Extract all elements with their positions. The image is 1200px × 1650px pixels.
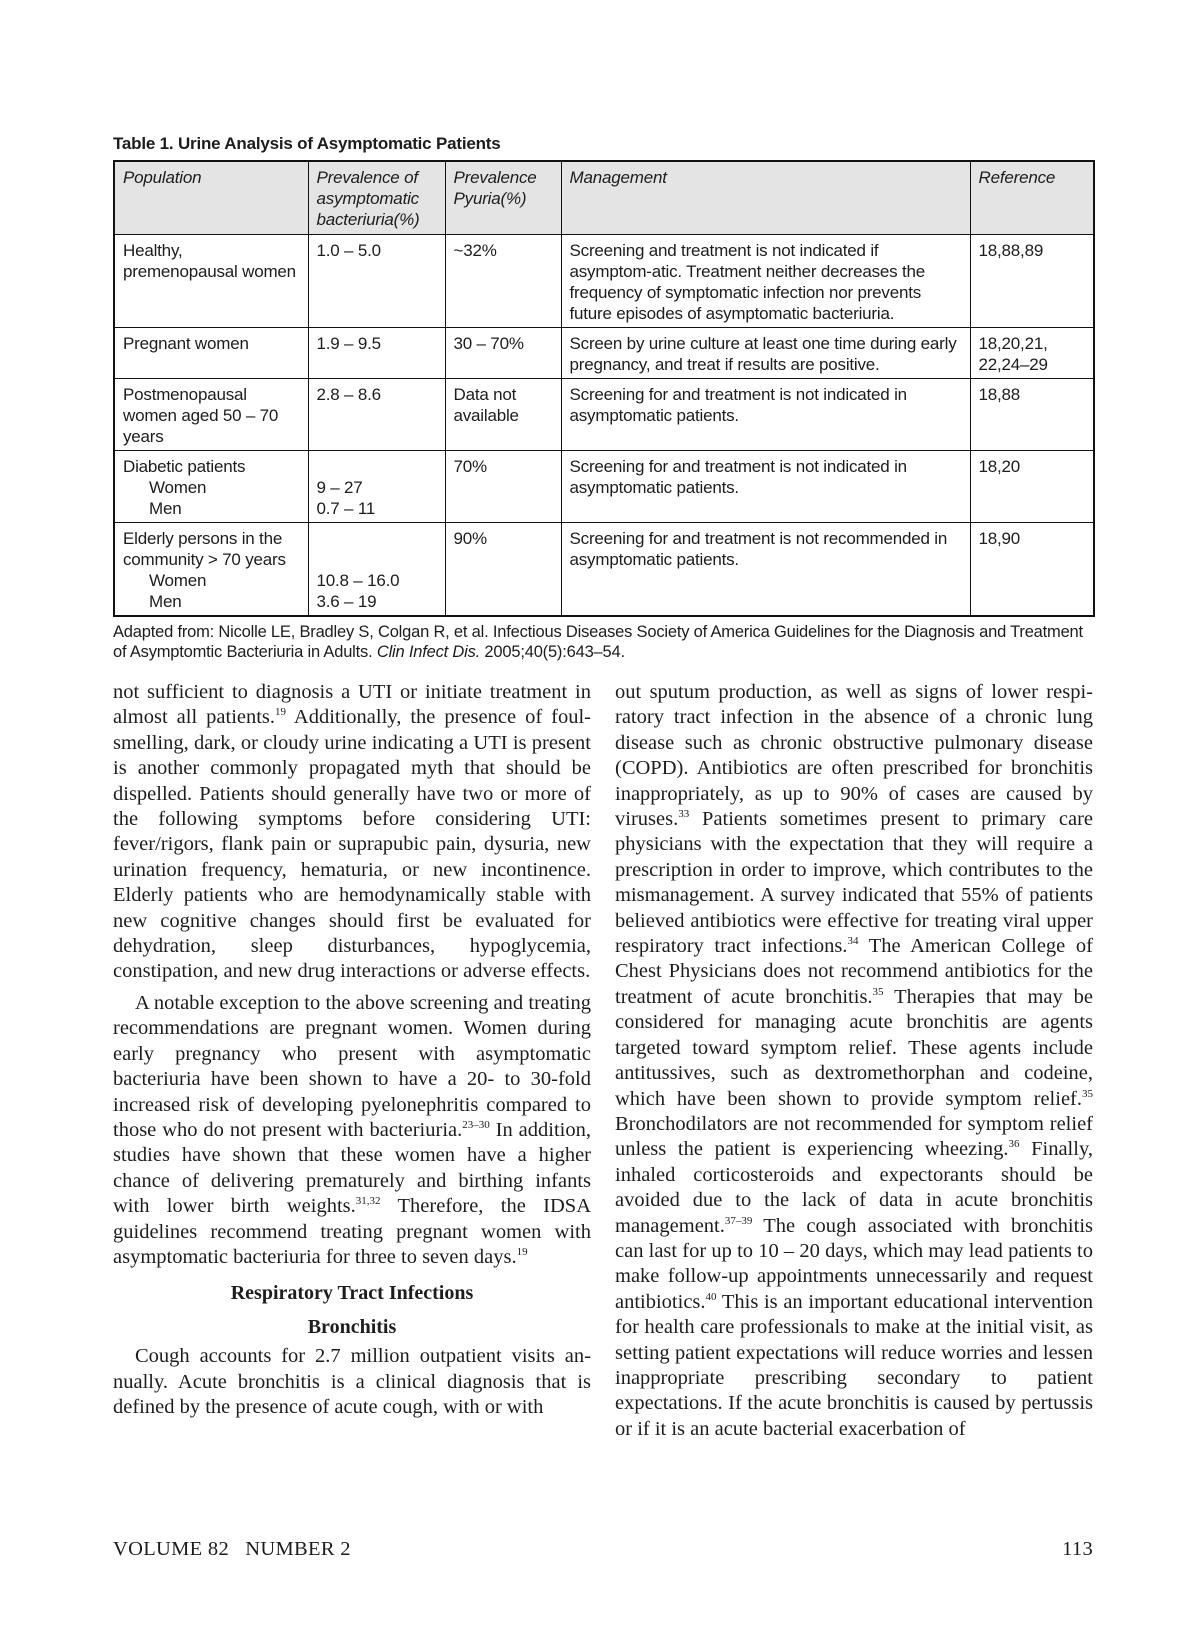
bacteriuria-women: 9 – 27 bbox=[316, 478, 363, 497]
cell-management: Screening for and treatment is not indicated in asymptomatic patients. bbox=[561, 379, 970, 451]
cell-population: Pregnant women bbox=[114, 328, 308, 379]
table-row bbox=[114, 523, 1094, 617]
bacteriuria-women: 10.8 – 16.0 bbox=[316, 571, 400, 590]
cell-reference: 18,20,21, 22,24–29 bbox=[970, 328, 1094, 379]
cell-pyuria: 70% bbox=[445, 451, 561, 523]
table-1 bbox=[113, 133, 1093, 662]
cell-reference: 18,88 bbox=[970, 379, 1094, 451]
cell-bacteriuria bbox=[308, 523, 445, 617]
header-management: Management bbox=[561, 161, 970, 235]
citation-ref: 34 bbox=[847, 935, 859, 948]
citation-ref: 31,32 bbox=[355, 1195, 381, 1208]
cell-reference: 18,88,89 bbox=[970, 235, 1094, 328]
population-sub-men: Men bbox=[149, 592, 182, 611]
citation-ref: 40 bbox=[705, 1290, 717, 1303]
citation-ref: 36 bbox=[1008, 1138, 1020, 1151]
citation-ref: 37–39 bbox=[724, 1214, 753, 1227]
paragraph: Cough accounts for 2.7 million outpatient visits annually. Acute bronchitis is a clinical diagnosis that is defined by the presence of acute cough, with or with bbox=[113, 1345, 591, 1419]
table-header-row bbox=[114, 161, 1094, 235]
citation-ref: 35 bbox=[1082, 1087, 1093, 1100]
table-row bbox=[114, 451, 1094, 523]
paragraph: not sufficient to diagnosis a UTI or initiate treatment in almost all patients.$^{19}$ Additionally, the presence of foul-smelling, dark, or cloudy urine indicating a UTI is present is another commonly propagated myth that should be dispelled. Patients should generally have two or more of the following symptoms before considering UTI: fever/rigors, flank pain or suprapubic pain, dysuria, new urination frequency, hematuria, or new incontinence. Elderly patients who are hemodynamically stable with new cognitive changes should first be evaluated for dehydration, sleep disturbances, hypoglycemia, constipation, and new drug interactions or adverse effects. bbox=[113, 681, 591, 983]
cell-pyuria: 30 – 70% bbox=[445, 328, 561, 379]
cell-pyuria: 90% bbox=[445, 523, 561, 617]
journal-volume: VOLUME 82 NUMBER 2 bbox=[113, 1538, 351, 1560]
right-column bbox=[615, 680, 1093, 1442]
page-number: 113 bbox=[1062, 1538, 1093, 1560]
cell-population bbox=[114, 523, 308, 617]
population-sub-women: Women bbox=[149, 478, 207, 497]
cell-management: Screening and treatment is not indicated if asymptom-atic. Treatment neither decreases the frequency of symptomatic infection nor prevents future episodes of asymptomatic bacteriuria. bbox=[561, 235, 970, 328]
citation-ref: 19 bbox=[516, 1245, 528, 1258]
population-sub-men: Men bbox=[149, 499, 182, 518]
table-caption: Table 1. Urine Analysis of Asymptomatic Patients bbox=[113, 134, 501, 153]
population-label: Elderly persons in the community > 70 years bbox=[123, 529, 286, 569]
cell-reference: 18,90 bbox=[970, 523, 1094, 617]
paragraph: out sputum production, as well as signs of lower respiratory tract infection in the absence of a chronic lung disease such as chronic obstructive pulmonary disease (COPD). Antibiotics are often prescribed for bronchitis inappropriately, as up to 90% of cases are caused by viruses.$^{33}$ Patients sometimes present to primary care physicians with the expectation that they will require a prescription in order to improve, which contributes to the mismanagement. A survey indicated that 55% of patients believed antibiotics were effective for treating viral upper respiratory tract infections.$^{34}$ The American College of Chest Physicians does not recommend antibiotics for the treatment of acute bronchitis.$^{35}$ Therapies that may be considered for managing acute bronchitis are agents targeted toward symptom relief. These agents include antitussives, such as dextromethorphan and codeine, which have been shown to provide symptom relief.$^{35}$ Bronchodilators are not recommended for symptom relief unless the patient is experiencing wheezing.$^{36}$ Finally, inhaled corticosteroids and expectorants should be avoided due to the lack of data in acute bronchitis management.$^{37-39}$ The cough associated with bronchitis can last for up to 10 – 20 days, which may lead patients to make follow-up appointments unnecessarily and request antibiotics.$^{40}$ This is an important educational intervention for health care professionals to make at the initial visit, as setting patient expectations will reduce worries and lessen inappropriate prescribing secondary to patient expectations. If the acute bronchitis is caused by pertussis or if it is an acute bacterial exacerbation of bbox=[615, 681, 1093, 1440]
cell-pyuria: ~32% bbox=[445, 235, 561, 328]
population-label: Diabetic patients bbox=[123, 457, 246, 476]
paragraph: A notable exception to the above screening and treating recommendations are pregnant women. Women during early pregnancy who present with asymptomatic bacteriuria have been shown to have a 20- to 30-fold increased risk of developing pyelonephritis compared to those who do not present with bacteriuria.$^{23-30}$ In addition, studies have shown that these women have a higher chance of delivering prematurely and birthing infants with lower birth weights.$^{31,32}$ Therefore, the IDSA guidelines recommend treating pregnant women with asymptomatic bacteriuria for three to seven days.$^{19}$ bbox=[113, 991, 591, 1268]
cell-population bbox=[114, 451, 308, 523]
bacteriuria-men: 0.7 – 11 bbox=[316, 499, 376, 518]
bacteriuria-men: 3.6 – 19 bbox=[316, 592, 377, 611]
left-column bbox=[113, 680, 591, 1421]
table-row bbox=[114, 328, 1094, 379]
source-journal: Clin Infect Dis. bbox=[376, 643, 481, 661]
cell-management: Screening for and treatment is not recommended in asymptomatic patients. bbox=[561, 523, 970, 617]
citation-ref: 23–30 bbox=[462, 1118, 490, 1131]
source-citation: 2005;40(5):643–54. bbox=[484, 643, 625, 661]
urine-analysis-table bbox=[113, 160, 1095, 617]
cell-bacteriuria: 1.9 – 9.5 bbox=[308, 328, 445, 379]
subsection-heading: Bronchitis bbox=[307, 1316, 397, 1339]
header-reference: Reference bbox=[970, 161, 1094, 235]
header-pyuria: Prevalence Pyuria(%) bbox=[445, 161, 561, 235]
cell-management: Screen by urine culture at least one time during early pregnancy, and treat if results are positive. bbox=[561, 328, 970, 379]
cell-management: Screening for and treatment is not indicated in asymptomatic patients. bbox=[561, 451, 970, 523]
table-source-note bbox=[113, 622, 1093, 662]
citation-ref: 33 bbox=[678, 808, 690, 821]
citation-ref: 19 bbox=[275, 706, 287, 719]
cell-reference: 18,20 bbox=[970, 451, 1094, 523]
citation-ref: 35 bbox=[872, 985, 884, 998]
table-row bbox=[114, 235, 1094, 328]
header-bacteriuria: Prevalence of asymptomatic bacteriuria(%) bbox=[308, 161, 445, 235]
cell-bacteriuria: 2.8 – 8.6 bbox=[308, 379, 445, 451]
header-population: Population bbox=[114, 161, 308, 235]
cell-population: Healthy, premenopausal women bbox=[114, 235, 308, 328]
source-text: Adapted from: Nicolle LE, Bradley S, Colgan R, et al. Infectious Diseases Society of America Guidelines for the Diagnosis and Treatment of Asymptomtic Bacteriuria in Adults. bbox=[113, 623, 1083, 661]
table-row bbox=[114, 379, 1094, 451]
cell-pyuria: Data not available bbox=[445, 379, 561, 451]
page-footer bbox=[113, 1538, 1093, 1561]
population-sub-women: Women bbox=[149, 571, 207, 590]
cell-bacteriuria bbox=[308, 451, 445, 523]
cell-population: Postmenopausal women aged 50 – 70 years bbox=[114, 379, 308, 451]
section-heading: Respiratory Tract Infections bbox=[230, 1282, 474, 1305]
cell-bacteriuria: 1.0 – 5.0 bbox=[308, 235, 445, 328]
